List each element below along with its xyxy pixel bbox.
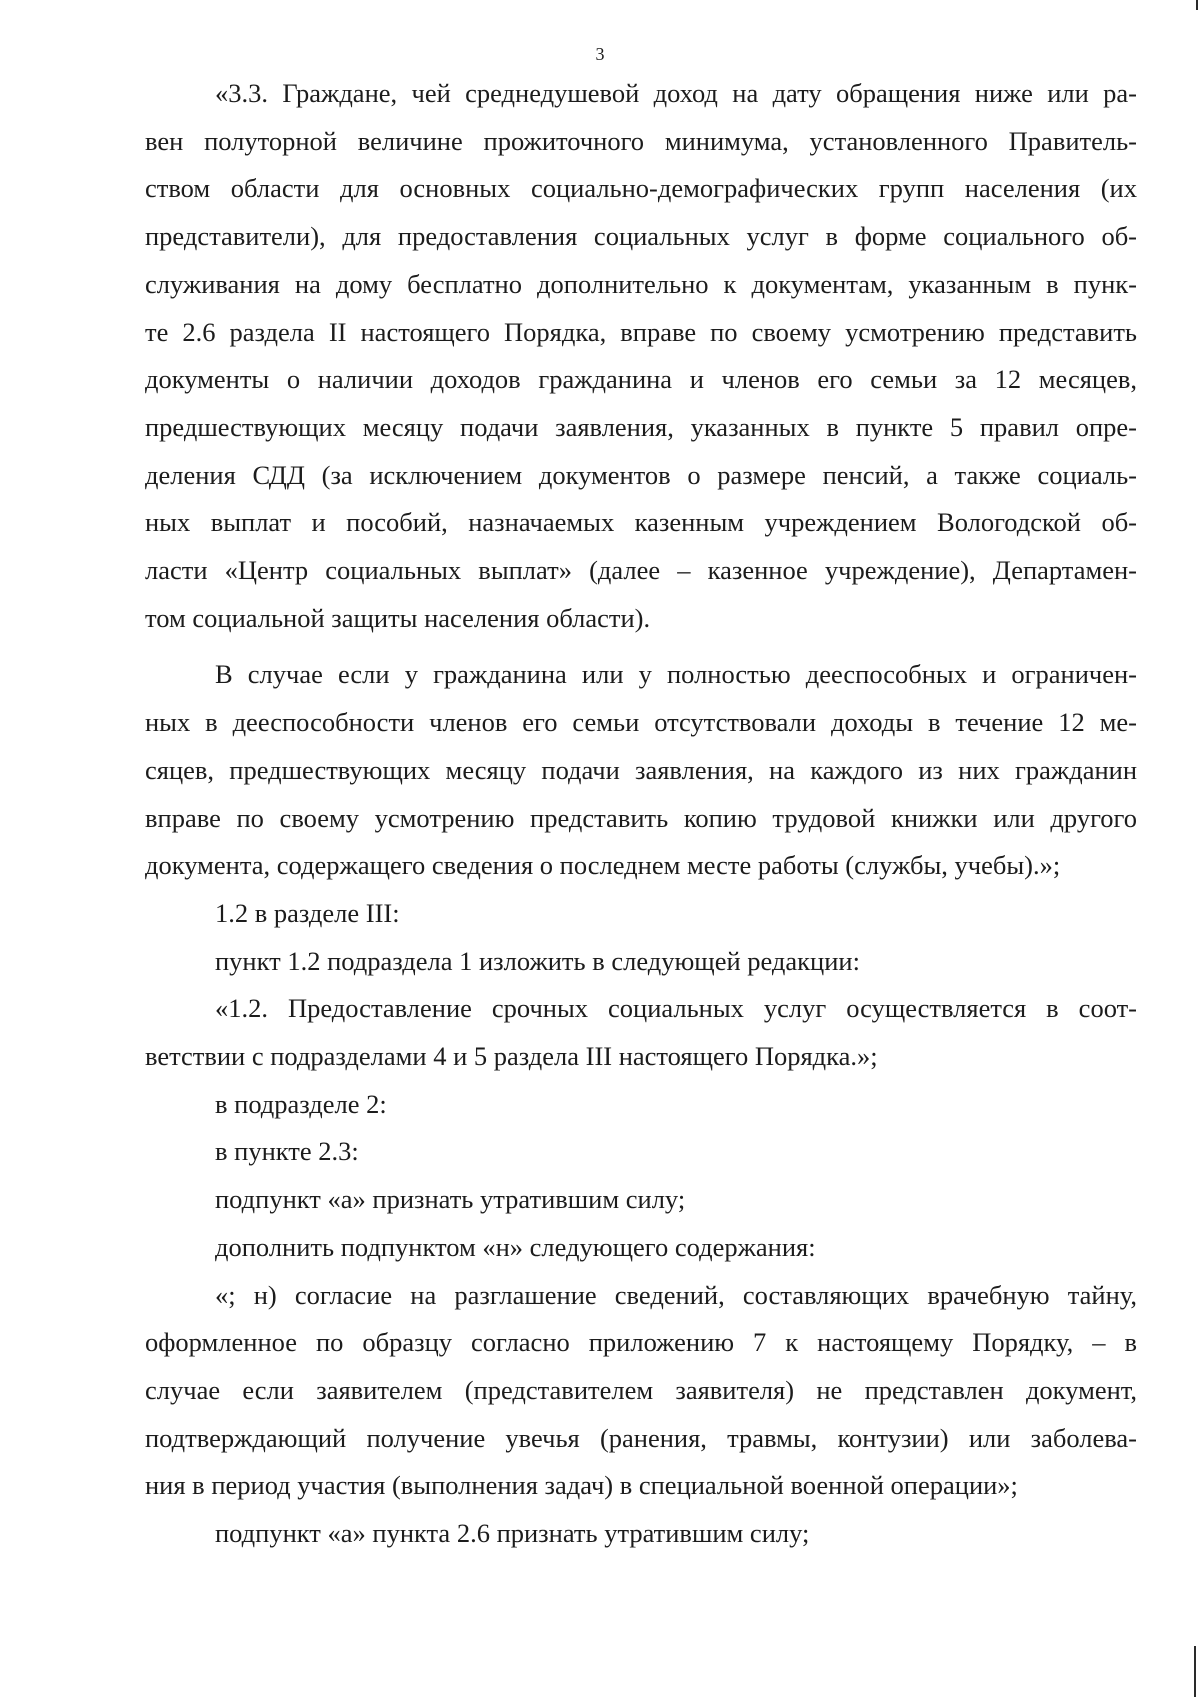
document-body <box>145 70 1137 1558</box>
text-line: ния в период участия (выполнения задач) в специальной военной операции»; <box>145 1470 1018 1501</box>
text-line: ством области для основных социально-демографических групп населения (их <box>145 173 1137 204</box>
paragraph <box>145 70 1137 642</box>
paragraph <box>145 1176 1137 1224</box>
text-line: документы о наличии доходов гражданина и членов его семьи за 12 месяцев, <box>145 364 1137 395</box>
paragraph <box>145 985 1137 1080</box>
text-line: В случае если у гражданина или у полностью дееспособных и ограничен- <box>215 659 1137 690</box>
text-line: «; н) согласие на разглашение сведений, составляющих врачебную тайну, <box>215 1279 1137 1310</box>
text-line: в подразделе 2: <box>215 1088 387 1119</box>
paragraph <box>145 938 1137 986</box>
paragraph <box>145 1272 1137 1511</box>
text-line: вен полуторной величине прожиточного минимума, установленного Правитель- <box>145 125 1137 156</box>
text-line: ветствии с подразделами 4 и 5 раздела III настоящего Порядка.»; <box>145 1041 878 1072</box>
text-line: ных выплат и пособий, назначаемых казенным учреждением Вологодской об- <box>145 507 1137 538</box>
scan-edge-mark-top-right <box>1196 0 1198 10</box>
text-line: подпункт «а» пункта 2.6 признать утратившим силу; <box>215 1518 810 1549</box>
text-line: вправе по своему усмотрению представить копию трудовой книжки или другого <box>145 802 1137 833</box>
text-line: «1.2. Предоставление срочных социальных услуг осуществляется в соот- <box>215 993 1137 1024</box>
text-line: подпункт «а» признать утратившим силу; <box>215 1184 686 1215</box>
text-line: 1.2 в разделе III: <box>215 897 400 928</box>
text-line: случае если заявителем (представителем заявителя) не представлен документ, <box>145 1374 1137 1405</box>
scan-edge-mark-bottom-right <box>1194 1646 1196 1697</box>
text-line: пункт 1.2 подраздела 1 изложить в следующей редакции: <box>215 945 860 976</box>
text-line: том социальной защиты населения области). <box>145 602 651 633</box>
text-line: ных в дееспособности членов его семьи отсутствовали доходы в течение 12 ме- <box>145 707 1137 738</box>
paragraph-gap <box>145 642 1137 651</box>
paragraph <box>145 890 1137 938</box>
text-line: ласти «Центр социальных выплат» (далее – казенное учреждение), Департамен- <box>145 555 1137 586</box>
text-line: предшествующих месяцу подачи заявления, указанных в пункте 5 правил опре- <box>145 411 1137 442</box>
text-line: деления СДД (за исключением документов о размере пенсий, а также социаль- <box>145 459 1137 490</box>
text-line: в пункте 2.3: <box>215 1136 359 1167</box>
text-line: «3.3. Граждане, чей среднедушевой доход на дату обращения ниже или ра- <box>215 78 1137 108</box>
paragraph <box>145 651 1137 890</box>
text-line: представители), для предоставления социальных услуг в форме социального об- <box>145 221 1137 252</box>
paragraph <box>145 1224 1137 1272</box>
text-line: документа, содержащего сведения о последнем месте работы (службы, учебы).»; <box>145 850 1061 881</box>
text-line: сяцев, предшествующих месяцу подачи заявления, на каждого из них гражданин <box>145 754 1137 785</box>
text-line: оформленное по образцу согласно приложению 7 к настоящему Порядку, – в <box>145 1327 1137 1358</box>
text-line: дополнить подпунктом «н» следующего содержания: <box>215 1231 816 1262</box>
text-line: те 2.6 раздела II настоящего Порядка, вправе по своему усмотрению представить <box>145 316 1137 347</box>
paragraph <box>145 1510 1137 1558</box>
text-line: служивания на дому бесплатно дополнительно к документам, указанным в пунк- <box>145 268 1137 299</box>
paragraph <box>145 1081 1137 1129</box>
page-number: 3 <box>595 44 605 64</box>
paragraph <box>145 1128 1137 1176</box>
text-line: подтверждающий получение увечья (ранения, травмы, контузии) или заболева- <box>145 1422 1137 1453</box>
